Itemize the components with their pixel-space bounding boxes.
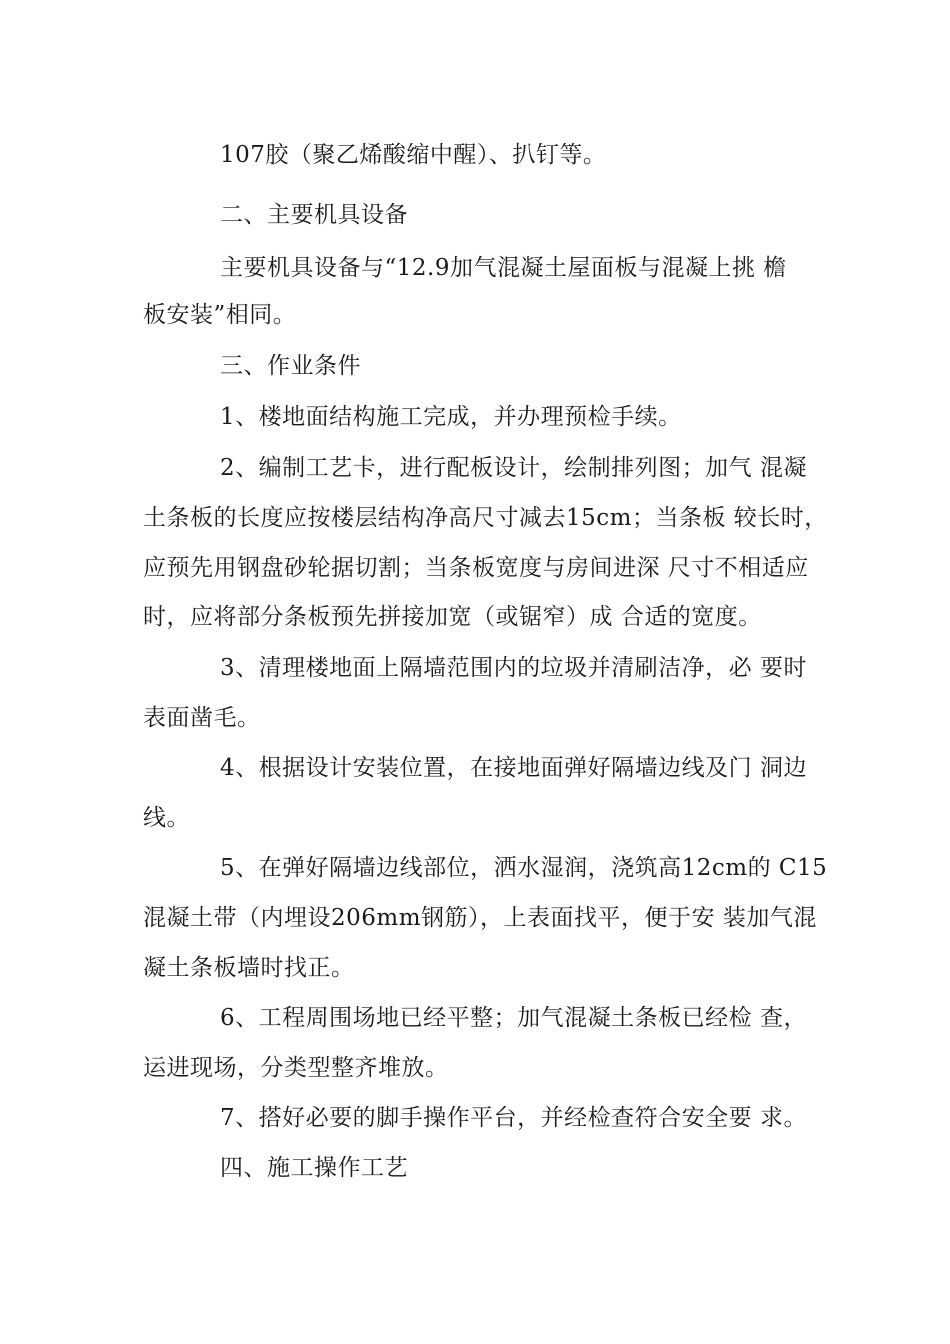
text-line: 主要机具设备与“12.9加气混凝土屋面板与混凝上挑 檐 xyxy=(220,255,787,281)
section-heading-conditions: 三、作业条件 xyxy=(220,353,361,379)
section-heading-equipment: 二、主要机具设备 xyxy=(220,202,408,228)
text-line: 运进现场，分类型整齐堆放。 xyxy=(143,1055,449,1081)
text-line: 凝土条板墙时找正。 xyxy=(143,955,355,981)
list-item-3: 3、清理楼地面上隔墙范围内的垃圾并清刷洁净，必 要时 xyxy=(220,655,807,681)
text-line-materials: 107胶（聚乙烯酸缩中醒）、扒钉等。 xyxy=(220,142,607,168)
text-line: 线。 xyxy=(143,805,190,831)
text-line: 应预先用钢盘砂轮据切割；当条板宽度与房间进深 尺寸不相适应 xyxy=(143,555,809,581)
list-item-6: 6、工程周围场地已经平整；加气混凝土条板已经检 查， xyxy=(220,1005,807,1031)
text-line: 时，应将部分条板预先拼接加宽（或锯窄）成 合适的宽度。 xyxy=(143,604,762,630)
text-line: 表面凿毛。 xyxy=(143,705,261,731)
list-item-2: 2、编制工艺卡，进行配板设计，绘制排列图；加气 混凝 xyxy=(220,455,807,481)
text-line: 土条板的长度应按楼层结构净高尺寸减去15cm；当条板 较长时， xyxy=(143,505,828,531)
list-item-1: 1、楼地面结构施工完成，并办理预检手续。 xyxy=(220,404,682,430)
list-item-7: 7、搭好必要的脚手操作平台，并经检查符合安全要 求。 xyxy=(220,1105,807,1131)
list-item-4: 4、根据设计安装位置，在接地面弹好隔墙边线及门 洞边 xyxy=(220,755,807,781)
section-heading-process: 四、施工操作工艺 xyxy=(220,1155,408,1181)
text-line: 混凝土带（内埋设206mm钢筋），上表面找平，便于安 装加气混 xyxy=(143,905,817,931)
list-item-5: 5、在弹好隔墙边线部位，洒水湿润，浇筑高12cm的 C15 xyxy=(220,855,828,881)
text-line: 板安装”相同。 xyxy=(143,302,297,328)
